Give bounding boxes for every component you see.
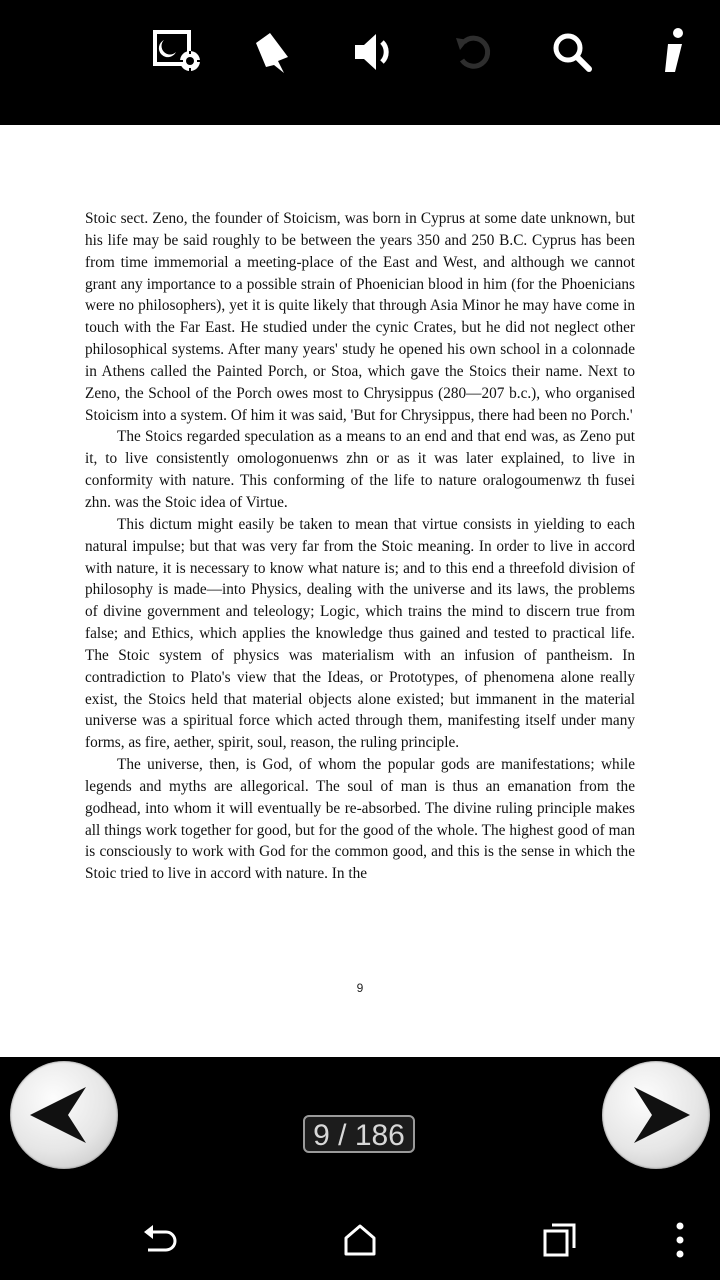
arrow-right-icon <box>602 1061 710 1169</box>
bookmark-icon <box>248 27 296 77</box>
search-icon <box>549 29 595 75</box>
home-button[interactable] <box>332 1212 388 1268</box>
overflow-menu-button[interactable] <box>652 1212 708 1268</box>
page-navigation-bar <box>0 1057 720 1200</box>
book-page[interactable] <box>0 125 720 1057</box>
arrow-left-icon <box>10 1061 118 1169</box>
night-mode-settings-icon <box>150 27 206 77</box>
paragraph: Stoic sect. Zeno, the founder of Stoicism, was born in Cyprus at some date unknown, but his life may be said roughly to be between the years 350 and 250 B.C. Cyprus has been from time immemorial a meeting-place of the East and West, and although we cannot grant any importance to a possible strain of Phoenician blood in him (for the Phoenicians were no philosophers), yet it is quite likely that through Asia Minor he may have come in touch with the Far East. He studied under the cynic Crates, but he did not neglect other philosophical systems. After many years' study he opened his own school in a colonnade in Athens called the Painted Porch, or Stoa, which gave the Stoics their name. Next to Zeno, the School of the Porch owes most to Chrysippus (280—207 b.c.), who organised Stoicism into a system. Of him it was said, 'But for Chrysippus, there had been no Porch.' <box>85 210 635 424</box>
rotate-icon <box>452 30 496 74</box>
system-navigation-bar <box>0 1200 720 1280</box>
recents-button[interactable] <box>532 1212 588 1268</box>
overflow-menu-icon <box>670 1220 690 1260</box>
rotate-button[interactable] <box>444 22 504 82</box>
info-icon <box>652 26 692 78</box>
paragraph: The Stoics regarded speculation as a means to an end and that end was, as Zeno put it, to live consistently omologonuenws zhn or as it was later explained, to live in conformity with nature. This conforming of the life to nature oralogoumenwz th fusei zhn. was the Stoic idea of Virtue. <box>85 428 635 511</box>
home-icon <box>340 1220 380 1260</box>
recents-icon <box>540 1220 580 1260</box>
page-number: 9 <box>356 981 364 995</box>
previous-page-button[interactable] <box>10 1061 118 1169</box>
paragraph: The universe, then, is God, of whom the popular gods are manifestations; while legends and myths are allegorical. The soul of man is thus an emanation from the godhead, into whom it will eventually be re-absorbed. The divine ruling principle makes all things work together for good, but for the good of the whole. The highest good of man is consciously to work with God for the common good, and this is the sense in which the Stoic tried to live in accord with nature. In the <box>85 756 635 883</box>
text-to-speech-button[interactable] <box>344 22 404 82</box>
info-button[interactable] <box>642 22 702 82</box>
next-page-button[interactable] <box>602 1061 710 1169</box>
back-button[interactable] <box>132 1212 188 1268</box>
paragraph: This dictum might easily be taken to mean that virtue consists in yielding to each natural impulse; but that was very far from the Stoic meaning. In order to live in accord with nature, it is necessary to know what nature is; and to this end a threefold division of philosophy is made—into Physics, dealing with the universe and its laws, the problems of divine government and teleology; Logic, which trains the mind to discern true from false; and Ethics, which applies the knowledge thus gained and tested to practical life. The Stoic system of physics was materialism with an infusion of pantheism. In contradiction to Plato's view that the Ideas, or Prototypes, of phenomena alone really exist, the Stoics held that material objects alone existed; but immanent in the material universe was a spiritual force which acted through them, manifesting itself under many forms, as fire, aether, spirit, soul, reason, the ruling principle. <box>85 515 635 752</box>
night-mode-button[interactable] <box>148 22 208 82</box>
page-indicator[interactable]: 9 / 186 <box>303 1115 415 1153</box>
back-icon <box>140 1220 180 1260</box>
search-button[interactable] <box>542 22 602 82</box>
speaker-icon <box>349 29 399 75</box>
reader-toolbar <box>0 0 720 125</box>
bookmark-button[interactable] <box>242 22 302 82</box>
page-text <box>85 208 635 885</box>
